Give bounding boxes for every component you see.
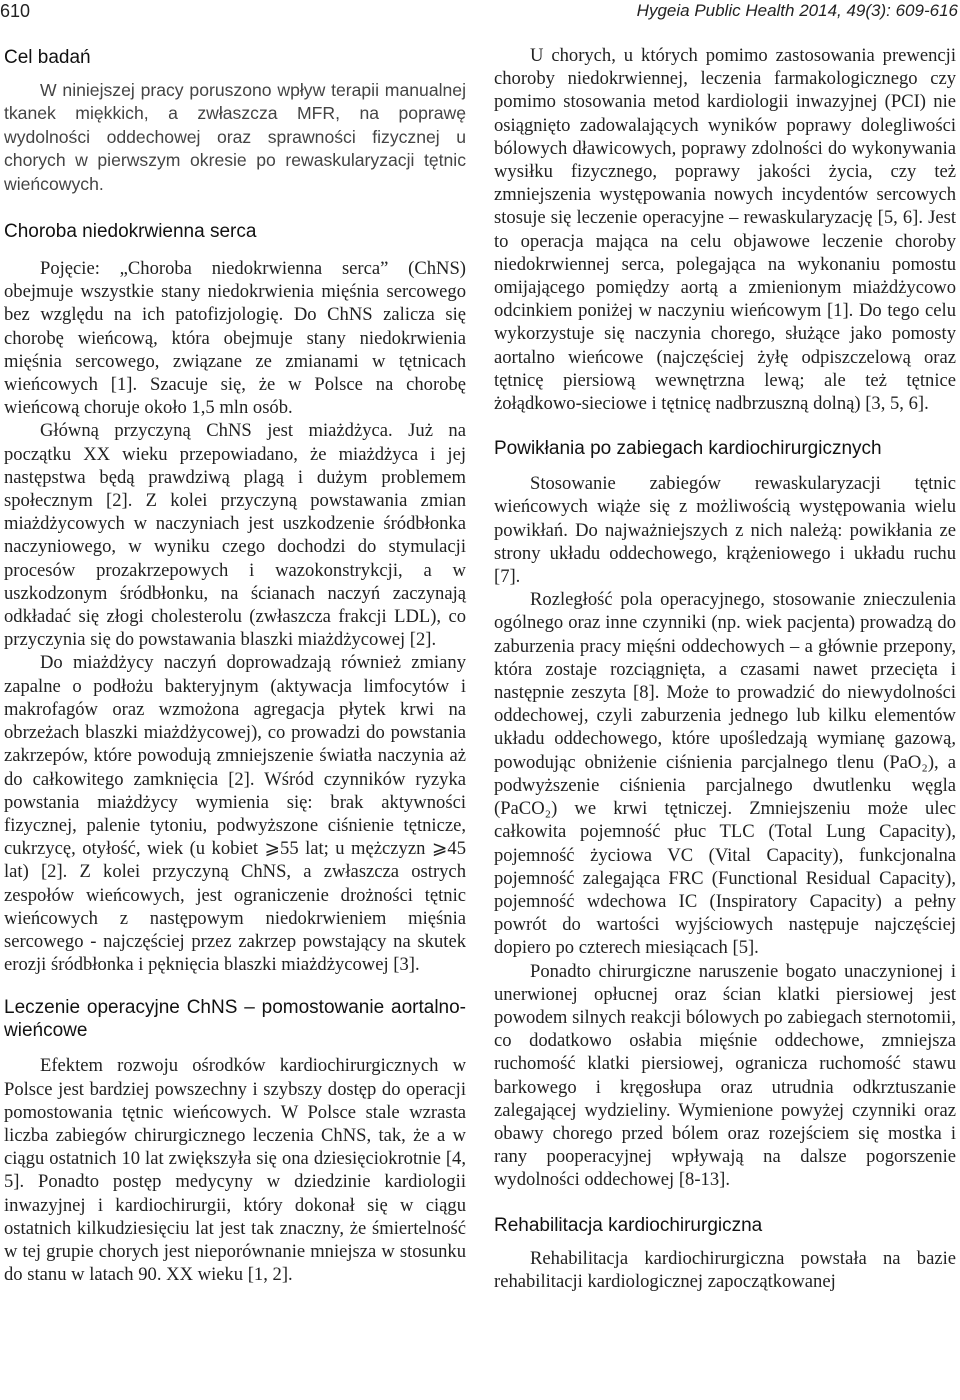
paragraph: Rehabilitacja kardiochirurgiczna powstała na bazie rehabilitacji kardiologicznej zapoczątkowanej <box>494 1247 956 1292</box>
page-number: 610 <box>0 1 31 21</box>
paragraph: Rozległość pola operacyjnego, stosowanie znieczulenia ogólnego oraz inne czynniki (np. wiek pacjenta) prowadzą do zaburzenia pracy mięśni oddechowych – a głównie przepony, która zostaje rozciągnięta, a czasami nawet przecięta i następnie zeszyta [8]. Może to prowadzić do niewydolności oddechowej, czyli zaburzenia jednego lub kilku elementów układu oddechowego, które upośledzają wymianę gazową, powodując obniżenie ciśnienia parcjalnego tlenu (PaO₂), a podwyższenie ciśnienia parcjalnego dwutlenku węgla (PaCO₂) we krwi tętniczej. Zmniejszeniu może ulec całkowita pojemność płuc TLC (Total Lung Capacity), pojemność życiowa VC (Vital Capacity), funkcjonalna pojemność zalegająca FRC (Functional Residual Capacity), pojemność wdechowa IC (Inspiratory Capacity) a pełny powrót do wartości wyjściowych następuje najczęściej dopiero po czterech miesiącach [5]. <box>494 589 956 959</box>
journal-reference: Hygeia Public Health 2014, 49(3): 609-616 <box>636 1 958 20</box>
section-heading-rehabilitation: Rehabilitacja kardiochirurgiczna <box>494 1214 763 1236</box>
running-head <box>0 0 960 24</box>
right-column <box>494 44 956 1293</box>
section-heading-complications: Powikłania po zabiegach kardiochirurgicznych <box>494 438 882 460</box>
paragraph: Pojęcie: „Choroba niedokrwienna serca” (ChNS) obejmuje wszystkie stany niedokrwienia mięśnia sercowego bez względu na ich patofizjologię. Do ChNS zalicza się chorobę wieńcową, która obejmuje stany niedokrwienia mięśnia sercowego, związane ze zmianami w tętnicach wieńcowych [1]. Szacuje się, że w Polsce na chorobę wieńcową choruje około 1,5 mln osób. <box>4 258 466 419</box>
section-heading-surgery: Leczenie operacyjne ChNS – pomostowanie aortalno-wieńcowe <box>4 997 466 1042</box>
section-heading-aim: Cel badań <box>4 47 91 68</box>
paragraph: W niniejszej pracy poruszono wpływ terapii manualnej tkanek miękkich, a zwłaszcza MFR, na poprawę wydolności oddechowej oraz sprawności fizycznej u chorych w pierwszym okresie po rewaskularyzacji tętnic wieńcowych. <box>4 80 466 194</box>
left-column <box>4 46 466 1286</box>
section-heading-disease: Choroba niedokrwienna serca <box>4 221 257 243</box>
paragraph: Stosowanie zabiegów rewaskularyzacji tętnic wieńcowych wiąże się z możliwością występowania wielu powikłań. Do najważniejszych z nich należą: powikłania ze strony układu oddechowego, krążeniowego i układu ruchu [7]. <box>494 473 956 588</box>
paragraph: Główną przyczyną ChNS jest miażdżyca. Już na początku XX wieku przepowiadano, że miażdżyca i jej następstwa będą prawdziwą plagą i dużym problemem społecznym [2]. Z kolei przyczyną powstawania zmian miażdżycowych w naczyniach jest uszkodzenie śródbłonka naczyniowego, w wyniku czego dochodzi do stymulacji procesów prozakrzepowych i wazokonstrykcji, a w uszkodzonym śródbłonku, na ścianach naczyń zaczynają odkładać się złogi cholesterolu (zwłaszcza frakcji LDL), co przyczynia się do powstawania blaszki miażdżycowej [2]. <box>4 420 466 651</box>
paragraph: Efektem rozwoju ośrodków kardiochirurgicznych w Polsce jest bardziej powszechny i szybszy dostęp do operacji pomostowania tętnic wieńcowych. W Polsce stale wzrasta liczba zabiegów chirurgicznego leczenia ChNS, tak, że a w ciągu ostatnich 10 lat zwiększyła się ona dziesięciokrotnie [4, 5]. Ponadto postęp medycyny w dziedzinie kardiologii inwazyjnej i kardiochirurgii, który dokonał się w ciągu ostatnich kilkudziesięciu lat jest tak znaczny, że śmiertelność w tej grupie chorych jest nieporównanie mniejsza w stosunku do stanu w latach 90. XX wieku [1, 2]. <box>4 1055 466 1286</box>
paragraph: Ponadto chirurgiczne naruszenie bogato unaczynionej i unerwionej opłucnej oraz ścian klatki piersiowej jest powodem silnych reakcji bólowych po zabiegach sternotomii, co dodatkowo osłabia mięśnie oddechowe, zmniejsza ruchomość klatki piersiowej, ogranicza ruchomość stawu barkowego i kręgosłupa oraz utrudnia odkrztuszanie zalegającej wydzieliny. Wymienione powyżej czynniki oraz obawy chorego przed bólem oraz rozejściem się mostka i rany pooperacyjnej wpływają na dalsze pogorszenie wydolności oddechowej [8-13]. <box>494 960 956 1191</box>
paragraph: Do miażdżycy naczyń doprowadzają również zmiany zapalne o podłożu bakteryjnym (aktywacja limfocytów i makrofagów oraz wzmożona agregacja płytek krwi na obrzeżach blaszki miażdżycowej), co prowadzi do powstania zakrzepów, które powodują zmniejszenie światła naczynia aż do całkowitego zamknięcia [2]. Wśród czynników ryzyka powstania miażdżycy wymienia się: brak aktywności fizycznej, palenie tytoniu, podwyższone ciśnienie tętnicze, cukrzycę, otyłość, wiek (u kobiet ⩾55 lat; u mężczyzn ⩾45 lat) [2]. Z kolei przyczyną ChNS, a zwłaszcza ostrych zespołów wieńcowych, jest ograniczenie drożności tętnic wieńcowych z następowym niedokrwieniem mięśnia sercowego - najczęściej przez zakrzep powstający na skutek erozji śródbłonka i pęknięcia blaszki miażdżycowej [3]. <box>4 652 466 976</box>
paragraph: U chorych, u których pomimo zastosowania prewencji choroby niedokrwiennej, leczenia farmakologicznego czy pomimo stosowania metod kardiologii inwazyjnej (PCI) nie osiągnięto zadowalających wyników poprawy dolegliwości bólowych dławicowych, poprawy zdolności do wykonywania wysiłku fizycznego, poprawy jakości życia, czy też zmniejszenia występowania nowych incydentów sercowych stosuje się leczenie operacyjne – rewaskularyzację [5, 6]. Jest to operacja mająca na celu objawowe leczenie choroby niedokrwiennej serca, polegająca na wykonaniu pomostu omijającego pomiędzy aortą a zmienionym miażdżycowo odcinkiem poniżej w naczyniu wieńcowym [1]. Do tego celu wykorzystuje się naczynia chorego, służące jako pomosty aortalno wieńcowe (najczęściej żyłę odpiszczelową oraz tętnicę piersiową wewnętrzna lewą; ale też tętnice żołądkowo-sieciowe i tętnicę nadbrzuszną dolną) [3, 5, 6]. <box>494 45 956 415</box>
